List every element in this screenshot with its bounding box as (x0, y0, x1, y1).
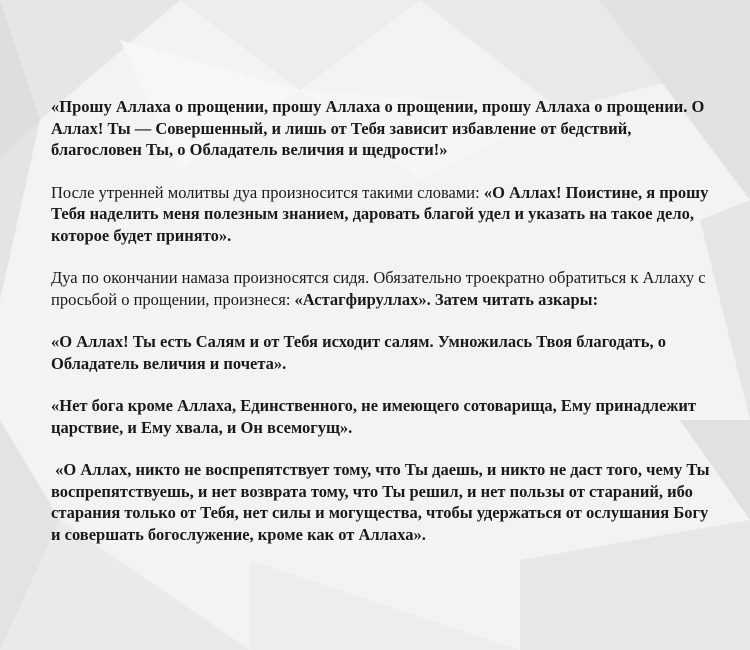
paragraph-2-normal: После утренней молитвы дуа произносится такими словами: (51, 182, 484, 202)
paragraph-2-bold: «О Аллах! Поистине, я прошу Тебя наделить меня полезным знанием, даровать благой удел и указать на такое дело, которое будет принято». (51, 182, 709, 245)
paragraph-3-bold: «Астагфируллах». Затем читать азкары: (294, 289, 599, 309)
paragraph-5-bold: «Нет бога кроме Аллаха, Единственного, не имеющего сотоварища, Ему принадлежит царствие, и Ему хвала, и Он всемогущ». (51, 396, 696, 437)
paragraph-2 (51, 182, 711, 247)
paragraph-5 (51, 395, 711, 438)
paragraph-3 (51, 267, 711, 310)
paragraph-1 (51, 96, 711, 161)
paragraph-3-normal: Дуа по окончании намаза произносятся сидя. Обязательно троекратно обратиться к Аллаху с просьбой о прощении, произнеся: (51, 268, 706, 309)
paragraph-1-bold: «Прошу Аллаха о прощении, прошу Аллаха о прощении, прошу Аллаха о прощении. О Аллах! Ты — Совершенный, и лишь от Тебя зависит избавление от бедствий, благословен Ты, о Обладатель величия и щедрости!» (51, 97, 705, 159)
paragraph-6 (51, 459, 714, 545)
paragraph-4 (51, 331, 711, 374)
document-body (51, 96, 714, 545)
paragraph-6-bold: «О Аллах, никто не воспрепятствует тому, что Ты даешь, и никто не даст того, чему Ты воспрепятствуешь, и нет возврата тому, что Ты решил, и нет пользы от стараний, ибо старания только от Тебя, нет силы и могущества, чтобы удержаться от ослушания Богу и совершать богослужение, кроме как от Аллаха». (51, 460, 714, 544)
paragraph-4-bold: «О Аллах! Ты есть Салям и от Тебя исходит салям. Умножилась Твоя благодать, о Обладатель величия и почета». (51, 332, 666, 373)
